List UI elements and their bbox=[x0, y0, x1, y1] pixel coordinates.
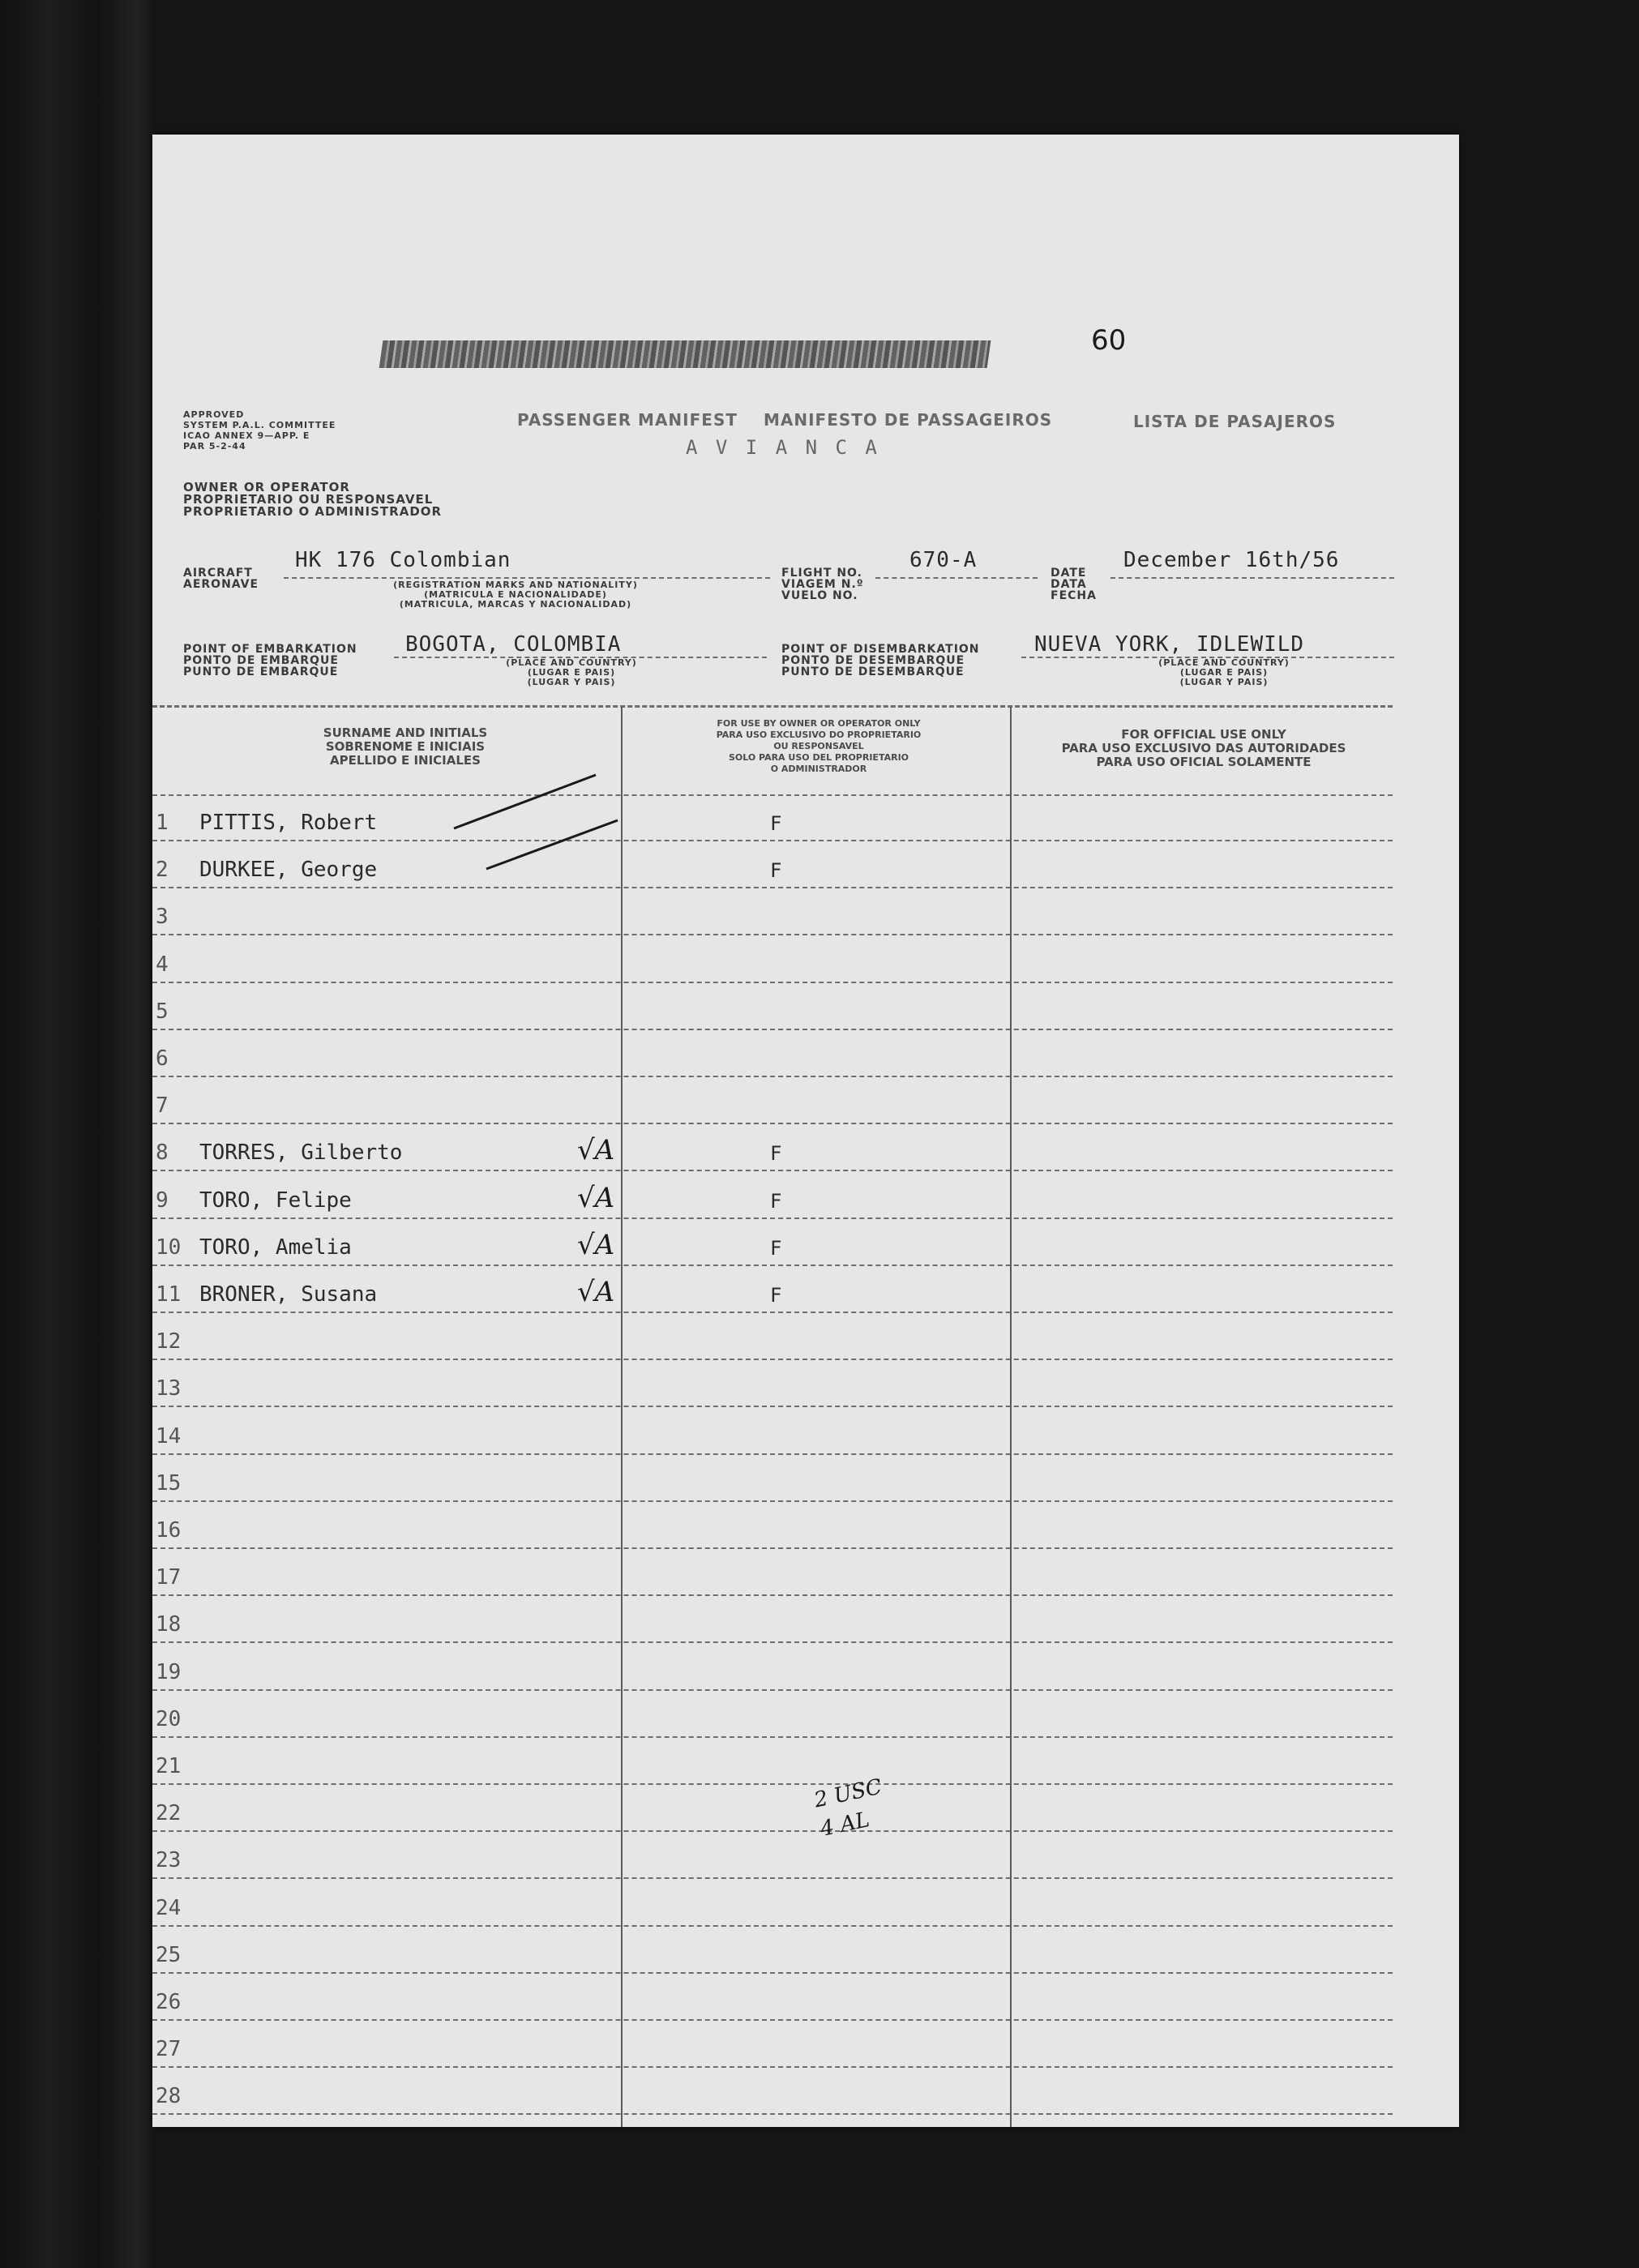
row-rule bbox=[152, 1123, 1393, 1124]
disembarkation-label: PONTO DE DESEMBARQUE bbox=[781, 654, 965, 667]
embarkation-sublabel: (LUGAR Y PAIS) bbox=[527, 677, 616, 687]
row-number: 11 bbox=[156, 1282, 182, 1307]
handwritten-note-line-2: 4 AL bbox=[818, 1808, 872, 1842]
row-number: 15 bbox=[156, 1471, 182, 1496]
aircraft-value: HK 176 Colombian bbox=[295, 548, 511, 572]
official-column-header bbox=[1013, 728, 1394, 769]
header-line: O ADMINISTRADOR bbox=[770, 764, 867, 774]
operator-code: F bbox=[770, 1237, 782, 1260]
page-number: 60 bbox=[1091, 324, 1127, 357]
row-number: 1 bbox=[156, 811, 169, 835]
row-number: 26 bbox=[156, 1990, 182, 2014]
aircraft-label: AIRCRAFT bbox=[183, 567, 253, 580]
flight-label: VUELO NO. bbox=[781, 589, 858, 602]
strike-line-2 bbox=[486, 820, 618, 869]
row-rule bbox=[152, 1594, 1393, 1596]
row-number: 13 bbox=[156, 1376, 182, 1401]
header-line: APELLIDO E INICIALES bbox=[330, 753, 481, 768]
row-number: 7 bbox=[156, 1093, 169, 1118]
aircraft-sublabel: (MATRICULA E NACIONALIDADE) bbox=[424, 589, 607, 600]
passenger-name: TORRES, Gilberto bbox=[199, 1140, 403, 1165]
row-rule bbox=[152, 1265, 1393, 1266]
manifest-page bbox=[152, 135, 1459, 2127]
passenger-name: PITTIS, Robert bbox=[199, 811, 378, 835]
owner-label: PROPRIETARIO OU RESPONSAVEL bbox=[183, 492, 434, 507]
operator-code: F bbox=[770, 1142, 782, 1165]
row-number: 3 bbox=[156, 905, 169, 929]
row-number: 16 bbox=[156, 1518, 182, 1543]
disembarkation-sublabels bbox=[1135, 658, 1313, 687]
aircraft-sublabels bbox=[362, 580, 670, 610]
row-number: 24 bbox=[156, 1896, 182, 1920]
row-number: 28 bbox=[156, 2084, 182, 2108]
header-line: FOR OFFICIAL USE ONLY bbox=[1121, 727, 1286, 742]
row-number: 25 bbox=[156, 1943, 182, 1967]
owner-labels bbox=[183, 481, 442, 518]
header-line: SURNAME AND INITIALS bbox=[323, 725, 488, 740]
title-spanish: LISTA DE PASAJEROS bbox=[1133, 412, 1337, 431]
row-rule bbox=[152, 1877, 1393, 1879]
row-rule bbox=[152, 1406, 1393, 1407]
row-number: 21 bbox=[156, 1754, 182, 1778]
owner-label: PROPRIETARIO O ADMINISTRADOR bbox=[183, 504, 443, 519]
table-top-rule bbox=[152, 705, 1393, 708]
row-rule bbox=[152, 1830, 1393, 1832]
row-rule bbox=[152, 2066, 1393, 2068]
flight-label: FLIGHT NO. bbox=[781, 567, 862, 580]
row-rule bbox=[152, 982, 1393, 983]
owner-label: OWNER OR OPERATOR bbox=[183, 480, 350, 494]
aircraft-label: AERONAVE bbox=[183, 578, 259, 591]
row-rule bbox=[152, 1217, 1393, 1219]
header-line: PARA USO OFICIAL SOLAMENTE bbox=[1096, 755, 1312, 769]
approval-line: SYSTEM P.A.L. COMMITTEE bbox=[183, 420, 336, 430]
passenger-name: BRONER, Susana bbox=[199, 1282, 378, 1307]
row-rule bbox=[152, 1029, 1393, 1030]
row-rule bbox=[152, 1925, 1393, 1927]
passenger-name: DURKEE, George bbox=[199, 858, 378, 882]
row-number: 17 bbox=[156, 1565, 182, 1590]
embarkation-value: BOGOTA, COLOMBIA bbox=[405, 632, 622, 657]
aircraft-labels bbox=[183, 567, 259, 590]
row-rule bbox=[152, 2113, 1393, 2115]
row-number: 8 bbox=[156, 1140, 169, 1165]
date-labels bbox=[1051, 567, 1097, 601]
row-rule bbox=[152, 1547, 1393, 1549]
check-mark: √A bbox=[577, 1182, 615, 1214]
operator-code: F bbox=[770, 1190, 782, 1213]
column-divider-1 bbox=[621, 707, 623, 2127]
check-mark: √A bbox=[577, 1134, 615, 1166]
date-rule bbox=[1110, 577, 1394, 579]
row-number: 4 bbox=[156, 952, 169, 977]
embarkation-labels bbox=[183, 644, 357, 678]
approval-block bbox=[183, 409, 336, 451]
row-rule bbox=[152, 1500, 1393, 1502]
row-number: 23 bbox=[156, 1848, 182, 1872]
passenger-name: TORO, Amelia bbox=[199, 1235, 352, 1260]
row-number: 27 bbox=[156, 2037, 182, 2061]
aircraft-sublabel: (REGISTRATION MARKS AND NATIONALITY) bbox=[393, 580, 638, 590]
disembarkation-labels bbox=[781, 644, 980, 678]
row-number: 2 bbox=[156, 858, 169, 882]
header-line: SOLO PARA USO DEL PROPRIETARIO bbox=[728, 752, 909, 763]
column-divider-2 bbox=[1010, 707, 1012, 2127]
header-line: PARA USO EXCLUSIVO DO PROPRIETARIO bbox=[716, 730, 922, 740]
operator-code: F bbox=[770, 1284, 782, 1307]
strike-marks bbox=[438, 762, 648, 875]
row-rule bbox=[152, 1076, 1393, 1077]
approval-line: APPROVED bbox=[183, 409, 245, 420]
row-number: 9 bbox=[156, 1188, 169, 1213]
date-label: FECHA bbox=[1051, 589, 1097, 602]
flight-value: 670-A bbox=[909, 548, 978, 572]
row-rule bbox=[152, 1170, 1393, 1171]
flight-rule bbox=[875, 577, 1038, 579]
date-label: DATA bbox=[1051, 578, 1087, 591]
row-number: 12 bbox=[156, 1329, 182, 1354]
aircraft-sublabel: (MATRICULA, MARCAS Y NACIONALIDAD) bbox=[399, 599, 632, 610]
row-rule bbox=[152, 934, 1393, 935]
row-rule bbox=[152, 1453, 1393, 1455]
header-line: FOR USE BY OWNER OR OPERATOR ONLY bbox=[717, 718, 921, 729]
disembarkation-sublabel: (LUGAR Y PAIS) bbox=[1179, 677, 1269, 687]
check-mark: √A bbox=[577, 1229, 615, 1261]
row-number: 5 bbox=[156, 999, 169, 1024]
row-number: 6 bbox=[156, 1046, 169, 1071]
date-value: December 16th/56 bbox=[1123, 548, 1340, 572]
row-number: 14 bbox=[156, 1424, 182, 1449]
flight-label: VIAGEM N.º bbox=[781, 578, 864, 591]
row-rule bbox=[152, 887, 1393, 888]
embarkation-label: PONTO DE EMBARQUE bbox=[183, 654, 339, 667]
row-number: 18 bbox=[156, 1612, 182, 1637]
header-line: SOBRENOME E INICIAIS bbox=[325, 739, 486, 754]
approval-line: ICAO ANNEX 9—APP. E bbox=[183, 430, 310, 441]
embarkation-sublabels bbox=[478, 658, 665, 687]
operator-code: F bbox=[770, 859, 782, 882]
row-rule bbox=[152, 1312, 1393, 1313]
row-number: 22 bbox=[156, 1801, 182, 1825]
disembarkation-value: NUEVA YORK, IDLEWILD bbox=[1034, 632, 1305, 657]
disembarkation-sublabel: (LUGAR E PAIS) bbox=[1179, 667, 1269, 678]
row-rule bbox=[152, 2019, 1393, 2021]
operator-column-header bbox=[632, 718, 1005, 775]
header-line: OU RESPONSAVEL bbox=[773, 741, 864, 751]
operator-code: F bbox=[770, 812, 782, 835]
check-mark: √A bbox=[577, 1276, 615, 1308]
disembarkation-label: PUNTO DE DESEMBARQUE bbox=[781, 665, 965, 678]
header-line: PARA USO EXCLUSIVO DAS AUTORIDADES bbox=[1061, 741, 1346, 755]
date-label: DATE bbox=[1051, 567, 1087, 580]
aircraft-rule bbox=[284, 577, 770, 579]
embarkation-sublabel: (PLACE AND COUNTRY) bbox=[506, 657, 637, 668]
disembarkation-label: POINT OF DISEMBARKATION bbox=[781, 643, 980, 656]
row-rule bbox=[152, 1972, 1393, 1974]
passenger-name: TORO, Felipe bbox=[199, 1188, 352, 1213]
row-rule bbox=[152, 1641, 1393, 1643]
row-rule bbox=[152, 1783, 1393, 1785]
embarkation-sublabel: (LUGAR E PAIS) bbox=[527, 667, 616, 678]
row-rule bbox=[152, 1359, 1393, 1360]
row-rule bbox=[152, 840, 1393, 841]
row-number: 10 bbox=[156, 1235, 182, 1260]
row-rule bbox=[152, 1689, 1393, 1691]
redacted-owner-name bbox=[379, 340, 991, 368]
flight-labels bbox=[781, 567, 864, 601]
row-number: 19 bbox=[156, 1660, 182, 1684]
row-rule bbox=[152, 1736, 1393, 1738]
strike-line-1 bbox=[454, 775, 596, 828]
embarkation-label: PUNTO DE EMBARQUE bbox=[183, 665, 339, 678]
approval-line: PAR 5-2-44 bbox=[183, 441, 246, 451]
handwritten-note-line-1: 2 USC bbox=[811, 1774, 884, 1813]
title-english: PASSENGER MANIFEST bbox=[517, 410, 738, 430]
table-header-rule bbox=[152, 794, 1393, 796]
title-portuguese: MANIFESTO DE PASSAGEIROS bbox=[764, 410, 1053, 430]
row-number: 20 bbox=[156, 1707, 182, 1731]
airline-name: A V I A N C A bbox=[686, 436, 880, 459]
embarkation-label: POINT OF EMBARKATION bbox=[183, 643, 357, 656]
disembarkation-sublabel: (PLACE AND COUNTRY) bbox=[1158, 657, 1290, 668]
